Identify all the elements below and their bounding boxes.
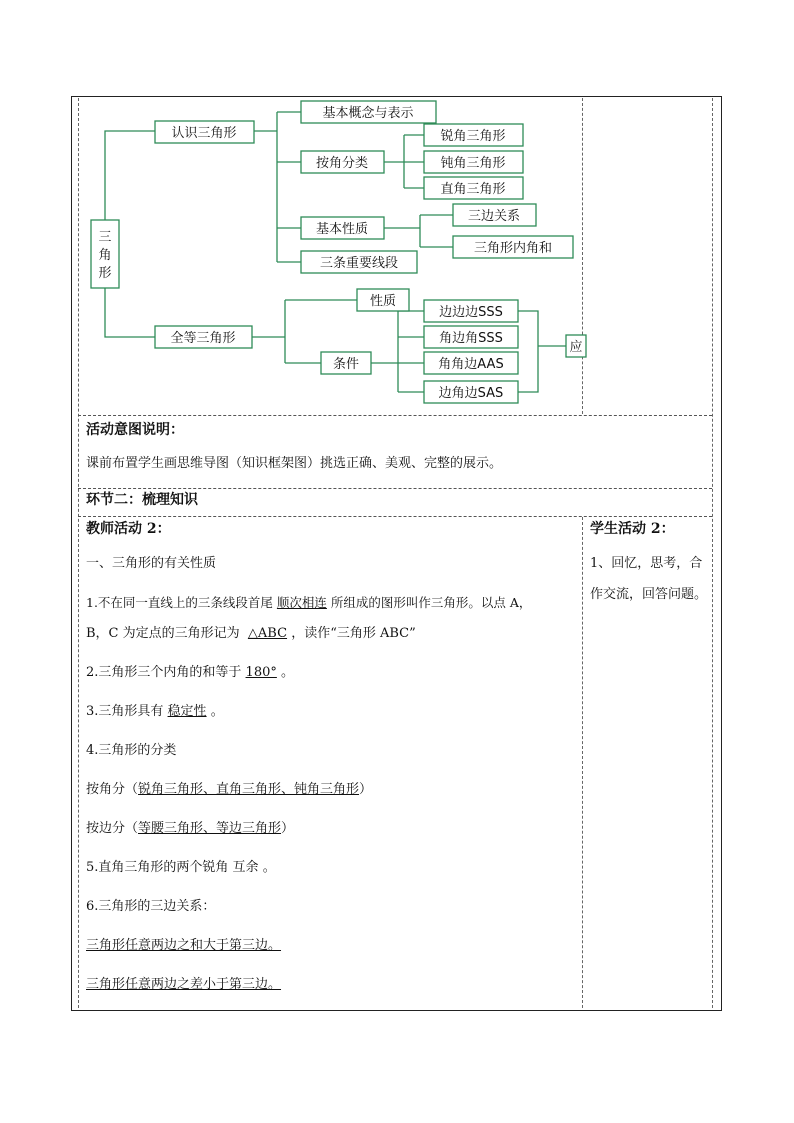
p2-blank-180: 180° — [245, 665, 277, 680]
teacher-p8: 6.三角形的三边关系： — [86, 899, 216, 914]
node-sanbian: 三边关系 — [467, 209, 521, 224]
student-line-1: 1、回忆，思考，合 — [590, 556, 703, 571]
intent-body: 课前布置学生画思维导图（知识框架图）挑选正确、美观、完整的展示。 — [86, 456, 503, 471]
teacher-p7 — [86, 859, 276, 877]
column-divider-bottom — [582, 517, 583, 1008]
connector-xingzhi-trunk — [384, 215, 420, 247]
node-root-char-1: 三 — [98, 230, 112, 245]
teacher-heading: 教师活动 2： — [86, 521, 171, 537]
p1-text-f: ，读作“三角形 ABC” — [291, 626, 416, 641]
teacher-p4: 4.三角形的分类 — [86, 743, 177, 758]
node-sss: 边边边SSS — [439, 305, 503, 320]
connector-quandeng-trunk — [252, 300, 285, 363]
node-root-char-2: 角 — [98, 248, 112, 263]
node-dunjiao: 钝角三角形 — [440, 156, 506, 171]
node-root-char-3: 形 — [98, 266, 112, 281]
node-xianduan: 三条重要线段 — [319, 256, 399, 271]
student-line-2: 作交流，回答问题。 — [590, 587, 708, 602]
frame-bottom-border — [71, 1010, 722, 1011]
node-jbj: 角边角SSS — [439, 331, 503, 346]
connector-anjiao-trunk — [384, 135, 404, 188]
student-heading: 学生活动 2： — [590, 521, 675, 537]
connector-renshi-trunk — [254, 112, 277, 262]
teacher-p9: 三角形任意两边之和大于第三边。 — [86, 938, 282, 953]
p7-text-c: 。 — [262, 860, 276, 875]
node-sas: 边角边SAS — [438, 386, 504, 401]
intent-heading: 活动意图说明： — [86, 422, 184, 438]
teacher-p1-line2 — [86, 625, 416, 643]
p5-blank-angles: 锐角三角形、直角三角形、钝角三角形 — [138, 782, 360, 797]
node-quandeng: 全等三角形 — [170, 331, 236, 346]
node-anjiao: 按角分类 — [315, 156, 369, 171]
node-qd-xingzhi: 性质 — [369, 294, 397, 309]
p3-text-c: 。 — [210, 704, 224, 719]
p3-blank-wending: 稳定性 — [167, 704, 207, 719]
node-gainian: 基本概念与表示 — [322, 106, 414, 121]
connector-ying-trunk — [518, 311, 566, 392]
section2-heading: 环节二：梳理知识 — [86, 492, 198, 508]
p1-text-c: 所组成的图形叫作三角形。以点 A， — [330, 595, 532, 610]
p3-text-a: 3.三角形具有 — [86, 704, 164, 719]
teacher-p2 — [86, 664, 294, 682]
node-xingzhi: 基本性质 — [315, 222, 369, 237]
row-divider-2 — [78, 488, 712, 489]
p5-text-a: 按角分（ — [86, 782, 139, 797]
teacher-p1-line1 — [86, 594, 531, 612]
connector-root-renshi — [105, 131, 155, 220]
node-renshi: 认识三角形 — [171, 126, 237, 141]
connector-tiaojian-trunk — [371, 311, 398, 392]
teacher-title: 一、三角形的有关性质 — [86, 556, 217, 571]
p7-text-b: 互余 — [232, 860, 259, 875]
node-ying: 应 — [569, 340, 583, 355]
p1-blank-abc: △ABC — [247, 626, 288, 641]
p2-text-a: 2.三角形三个内角的和等于 — [86, 665, 242, 680]
p6-blank-sides: 等腰三角形、等边三角形 — [138, 821, 282, 836]
p2-text-c: 。 — [281, 665, 295, 680]
p6-text-a: 按边分（ — [86, 821, 139, 836]
teacher-p10: 三角形任意两边之差小于第三边。 — [86, 977, 282, 992]
teacher-p6 — [86, 820, 294, 838]
teacher-p5 — [86, 781, 372, 799]
p5-text-c: ） — [359, 782, 373, 797]
node-neijiao: 三角形内角和 — [473, 241, 553, 256]
p1-text-d: B，C 为定点的三角形记为 — [86, 626, 240, 641]
teacher-p3 — [86, 703, 224, 721]
row-divider-3 — [78, 516, 712, 517]
p1-text-a: 1.不在同一直线上的三条线段首尾 — [86, 595, 273, 610]
node-aas: 角角边AAS — [438, 357, 504, 372]
p1-blank-shunci: 顺次相连 — [276, 595, 327, 610]
node-tiaojian: 条件 — [332, 357, 360, 372]
p7-text-a: 5.直角三角形的两个锐角 — [86, 860, 229, 875]
node-zhijiao: 直角三角形 — [440, 182, 506, 197]
connector-root-quandeng — [105, 288, 155, 337]
mind-map — [0, 0, 794, 420]
node-ruijiao: 锐角三角形 — [440, 129, 506, 144]
p6-text-c: ） — [281, 821, 295, 836]
